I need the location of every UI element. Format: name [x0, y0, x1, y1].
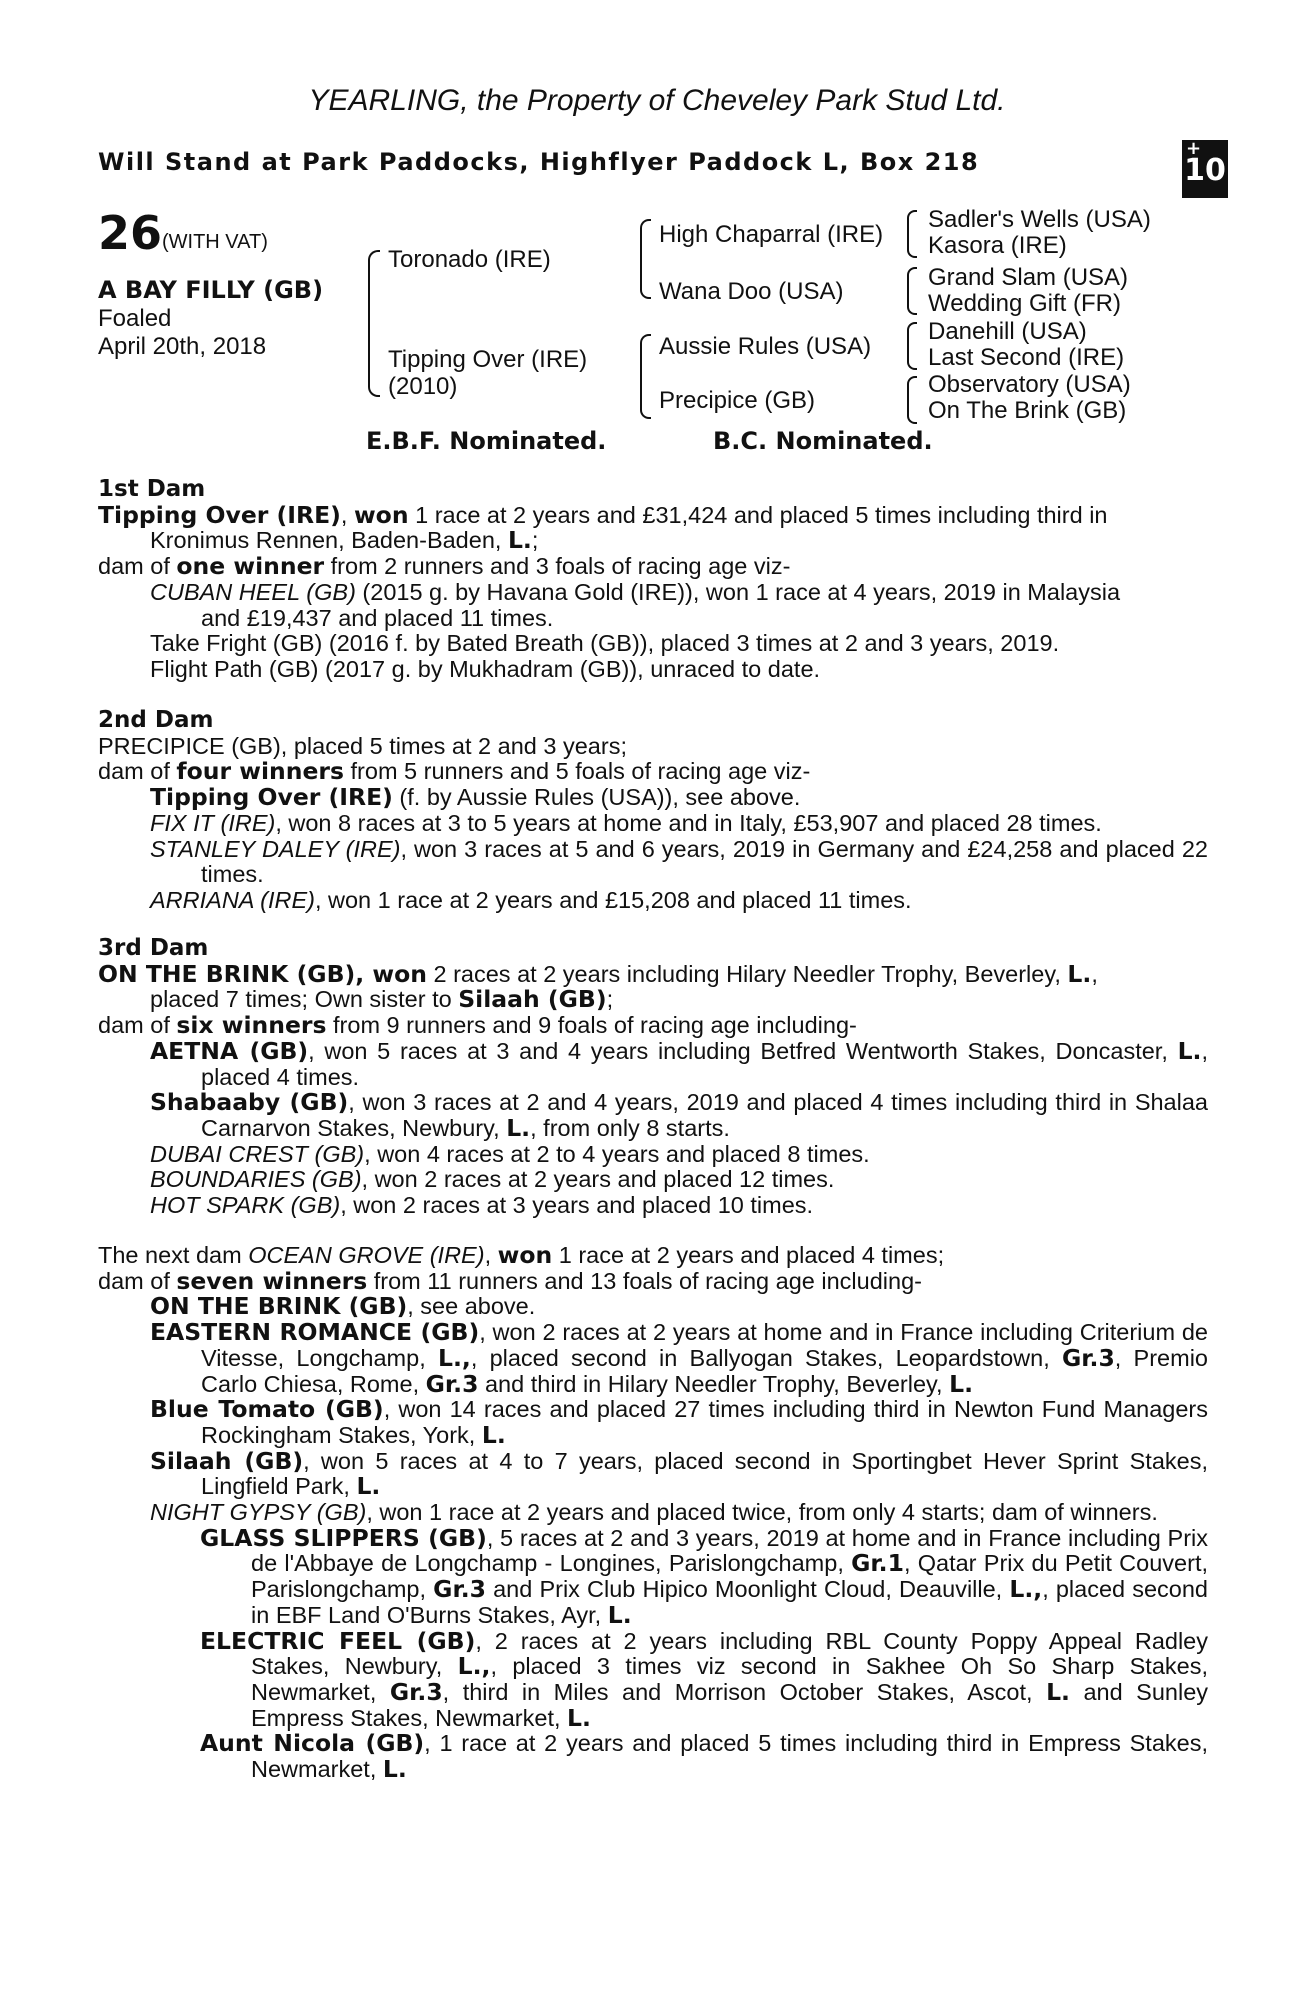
- text: from 11 runners and 13 foals of racing age including-: [367, 1267, 922, 1294]
- horse-name: ARRIANA (IRE): [150, 886, 315, 913]
- text: , won 5 races at 3 and 4 years including Betfred Wentworth Stakes, Doncaster,: [308, 1037, 1178, 1064]
- section-heading: 3rd Dam: [98, 935, 209, 961]
- text: from 5 runners and 5 foals of racing age viz-: [344, 758, 811, 785]
- pedigree-dam-year: (2010): [388, 373, 458, 400]
- text: , placed second in EBF Land O'Burns Stakes, Ayr,: [251, 1576, 1208, 1628]
- won-label: won: [497, 1241, 553, 1269]
- horse-name: Tipping Over (IRE): [150, 783, 393, 812]
- produce-entry: [98, 1446, 1208, 1501]
- grade-listed: L.: [1177, 1036, 1202, 1065]
- pedigree-dam-sire: Aussie Rules (USA): [659, 333, 872, 360]
- grand-produce-entry: [98, 1626, 1209, 1732]
- text: , won 1 race at 2 years and £15,208 and placed 11 times.: [314, 886, 912, 913]
- produce-entry: [98, 1397, 1208, 1448]
- grade-group3: Gr.3: [425, 1369, 479, 1398]
- produce-entry: [98, 811, 1208, 837]
- produce-entry: Take Fright (GB) (2016 f. by Bated Breath (GB)), placed 3 times at 2 and 3 years, 2019.: [150, 630, 1060, 657]
- ebf-nomination: E.B.F. Nominated.: [366, 427, 607, 455]
- text: , won 3 races at 2 and 4 years, 2019 and placed 4 times including third in Shalaa Carnarvon Stakes, Newbury,: [201, 1089, 1208, 1141]
- horse-name: Shabaaby (GB): [150, 1088, 349, 1117]
- text: dam of: [98, 758, 177, 785]
- text: and Prix Club Hipico Moonlight Cloud, Deauville,: [485, 1576, 1010, 1603]
- text: dam of: [98, 1012, 177, 1039]
- text: , 2 races at 2 years including RBL County Poppy Appeal Radley Stakes, Newbury,: [251, 1627, 1208, 1680]
- horse-name: HOT SPARK (GB): [150, 1192, 341, 1219]
- pedigree-g3-5: Danehill (USA): [928, 318, 1087, 345]
- text: , placed 3 times viz second in Sakhee Oh So Sharp Stakes, Newmarket,: [251, 1653, 1208, 1705]
- text: dam of: [98, 1267, 177, 1294]
- pedigree-g3-7: Observatory (USA): [928, 371, 1131, 398]
- grade-listed: L.: [506, 1113, 531, 1142]
- horse-name: FIX IT (IRE): [150, 809, 276, 836]
- grade-listed: L.: [607, 1600, 632, 1629]
- second-dam-section: [98, 708, 1208, 914]
- winners-count: seven winners: [176, 1266, 368, 1295]
- produce-entry: [98, 1193, 1208, 1219]
- text: 1 race at 2 years and £31,424 and placed 5 times including third in: [408, 501, 1108, 528]
- grade-listed: L.,: [457, 1652, 491, 1681]
- pedigree-g3-6: Last Second (IRE): [928, 344, 1125, 371]
- stand-location: Will Stand at Park Paddocks, Highflyer Paddock L, Box 218: [98, 148, 980, 176]
- text: from 9 runners and 9 foals of racing age including-: [326, 1012, 857, 1039]
- produce-entry: [98, 785, 1208, 811]
- text: , won 2 races at 2 years and placed 12 times.: [361, 1166, 835, 1193]
- pedigree-sire-sire: High Chaparral (IRE): [659, 221, 884, 248]
- produce-entry: [98, 1294, 1208, 1320]
- text: , Qatar Prix du Petit Couvert, Parislongchamp,: [251, 1550, 1208, 1603]
- text: and Sunley Empress Stakes, Newmarket,: [251, 1678, 1209, 1731]
- text: (f. by Aussie Rules (USA)), see above.: [392, 784, 801, 811]
- horse-name: AETNA (GB): [150, 1036, 309, 1065]
- pedigree-dam: Tipping Over (IRE): [388, 346, 588, 373]
- dam-record-cont: [98, 987, 1208, 1013]
- text: ;: [531, 527, 539, 554]
- pedigree-brace-dam: [640, 334, 651, 419]
- horse-name: ON THE BRINK (GB): [150, 1292, 408, 1321]
- produce-entry: Flight Path (GB) (2017 g. by Mukhadram (GB)), unraced to date.: [150, 655, 821, 682]
- third-dam-section: [98, 936, 1208, 1219]
- pedigree-dam-dam: Precipice (GB): [659, 387, 816, 414]
- text: from 2 runners and 3 foals of racing age viz-: [324, 553, 791, 580]
- section-heading: 2nd Dam: [98, 707, 214, 733]
- horse-name: Aunt Nicola (GB): [200, 1729, 425, 1758]
- dam-record: [98, 959, 1208, 988]
- pedigree-brace-g3-3: [907, 322, 917, 370]
- text: , placed second in Ballyogan Stakes, Leopardstown,: [470, 1344, 1062, 1371]
- text: , won 8 races at 3 to 5 years at home and in Italy, £53,907 and placed 28 times.: [275, 809, 1102, 836]
- pedigree-g3-4: Wedding Gift (FR): [928, 290, 1121, 317]
- text: , won 2 races at 2 years at home and in France including Criterium de Vitesse, Longchamp,: [201, 1319, 1208, 1371]
- grade-listed: L.: [382, 1755, 407, 1784]
- text: ;: [606, 986, 614, 1013]
- grand-produce-entry: [98, 1731, 1208, 1782]
- grade-listed: L.: [567, 1703, 591, 1732]
- grade-listed: L.: [1046, 1677, 1070, 1706]
- horse-name: BOUNDARIES (GB): [150, 1166, 362, 1193]
- dam-of-line: [98, 554, 1208, 580]
- foaled-label: Foaled: [98, 305, 172, 332]
- lot-number: 26: [98, 206, 163, 260]
- text: and third in Hilary Needler Trophy, Beverley,: [478, 1370, 950, 1397]
- bc-nomination: B.C. Nominated.: [713, 427, 933, 455]
- grade-group1: Gr.1: [851, 1549, 904, 1578]
- grade-group3: Gr.3: [1061, 1343, 1115, 1372]
- horse-name: Silaah (GB): [458, 985, 607, 1014]
- winners-count: four winners: [176, 757, 344, 786]
- dam-record: Tipping Over (IRE), won 1 race at 2 years and £31,424 and placed 5 times including third in: [98, 500, 1108, 529]
- won-label: , won: [355, 959, 427, 988]
- produce-entry: [98, 1090, 1208, 1141]
- horse-name: EASTERN ROMANCE (GB): [150, 1318, 480, 1347]
- text: , Premio Carlo Chiesa, Rome,: [201, 1344, 1208, 1397]
- produce-entry: [98, 1500, 1208, 1526]
- badge-number: 10: [1184, 153, 1226, 188]
- horse-name: GLASS SLIPPERS (GB): [200, 1523, 487, 1552]
- horse-name: DUBAI CREST (GB): [150, 1140, 365, 1167]
- produce-entry: [98, 1167, 1208, 1193]
- pedigree-sire-dam: Wana Doo (USA): [659, 278, 844, 305]
- text: 1 race at 2 years and placed 4 times;: [552, 1242, 945, 1268]
- dam-record: The next dam OCEAN GROVE (IRE), won 1 race at 2 years and placed 4 times;: [98, 1241, 945, 1269]
- section-badge: [1182, 140, 1228, 198]
- grade-listed: L.: [507, 526, 532, 555]
- text: , 1 race at 2 years and placed 5 times including third in Empress Stakes, Newmarket,: [251, 1730, 1208, 1783]
- text: Kronimus Rennen, Baden-Baden,: [150, 527, 508, 554]
- dam-of-line: [98, 1266, 1208, 1295]
- winners-count: one winner: [176, 552, 325, 581]
- text: , see above.: [407, 1293, 536, 1320]
- foaled-date: April 20th, 2018: [98, 333, 267, 360]
- horse-name: Tipping Over (IRE): [98, 500, 341, 529]
- text: , won 5 races at 4 to 7 years, placed second in Sportingbet Hever Sprint Stakes, Lingfield Park,: [201, 1447, 1208, 1500]
- text: , won 4 races at 2 to 4 years and placed 8 times.: [364, 1140, 870, 1167]
- produce-entry: [98, 1320, 1208, 1397]
- text: , 5 races at 2 and 3 years, 2019 at home and in France including Prix de l'Abbaye de Longchamp - Longines, Parislongchamp,: [251, 1524, 1208, 1577]
- produce-entry: [98, 837, 1208, 888]
- text: The next dam: [98, 1242, 249, 1268]
- horse-name: Blue Tomato (GB): [150, 1395, 384, 1424]
- text: , won 3 races at 5 and 6 years, 2019 in Germany and £24,258 and placed 22 times.: [201, 835, 1208, 888]
- winners-count: six winners: [176, 1011, 327, 1040]
- dam-record-cont: [98, 528, 1208, 554]
- pedigree-g3-1: Sadler's Wells (USA): [928, 206, 1151, 233]
- badge-plus-icon: +: [1186, 138, 1202, 159]
- won-label: won: [353, 500, 409, 529]
- produce-entry: [98, 580, 1208, 606]
- first-dam-section: [98, 477, 1208, 683]
- pedigree-brace-main: [368, 250, 380, 397]
- text: , won 2 races at 3 years and placed 10 times.: [340, 1192, 814, 1219]
- grade-listed: L.,: [1009, 1575, 1043, 1604]
- grade-listed: L.: [1067, 959, 1092, 988]
- grade-group3: Gr.3: [433, 1575, 486, 1604]
- horse-name: STANLEY DALEY (IRE): [150, 835, 401, 862]
- produce-entry: [98, 888, 1208, 914]
- horse-name: OCEAN GROVE (IRE): [248, 1242, 485, 1268]
- section-heading: 1st Dam: [98, 476, 206, 502]
- text: , from only 8 starts.: [530, 1114, 730, 1141]
- text: , third in Miles and Morrison October Stakes, Ascot,: [442, 1678, 1047, 1705]
- text: , placed 4 times.: [201, 1037, 1208, 1090]
- text: dam of: [98, 553, 177, 580]
- lot-description: A BAY FILLY (GB): [98, 276, 324, 304]
- text: ,: [1091, 960, 1098, 987]
- grade-listed: L.: [356, 1472, 381, 1501]
- text: placed 7 times; Own sister to: [150, 986, 459, 1013]
- pedigree-brace-g3-2: [907, 267, 917, 315]
- text: , won 14 races and placed 27 times including third in Newton Fund Managers Rockingham Stakes, York,: [201, 1396, 1208, 1448]
- text: (2015 g. by Havana Gold (IRE)), won 1 race at 4 years, 2019 in Malaysia: [355, 578, 1121, 605]
- dam-record: PRECIPICE (GB), placed 5 times at 2 and 3 years;: [98, 732, 627, 759]
- produce-entry: [98, 1036, 1208, 1090]
- produce-entry-cont: and £19,437 and placed 11 times.: [201, 604, 554, 631]
- produce-entry: [98, 1142, 1208, 1168]
- horse-name: Silaah (GB): [150, 1446, 304, 1475]
- grade-listed: L.,: [437, 1343, 471, 1372]
- text: , won 1 race at 2 years and placed twice, from only 4 starts; dam of winners.: [366, 1499, 1158, 1526]
- pedigree-sire: Toronado (IRE): [388, 246, 551, 273]
- text: 2 races at 2 years including Hilary Needler Trophy, Beverley,: [426, 960, 1068, 987]
- vat-note: (WITH VAT): [162, 231, 268, 253]
- horse-name: NIGHT GYPSY (GB): [150, 1499, 367, 1526]
- next-dam-section: [98, 1243, 1208, 1783]
- pedigree-brace-g3-4: [907, 376, 917, 424]
- pedigree-g3-2: Kasora (IRE): [928, 232, 1067, 259]
- horse-name: ELECTRIC FEEL (GB): [200, 1626, 476, 1655]
- grade-listed: L.: [481, 1420, 506, 1449]
- pedigree-g3-3: Grand Slam (USA): [928, 264, 1129, 291]
- pedigree-g3-8: On The Brink (GB): [928, 397, 1127, 424]
- grade-listed: L.: [949, 1369, 974, 1398]
- grade-group3: Gr.3: [389, 1677, 443, 1706]
- page-title: YEARLING, the Property of Cheveley Park Stud Ltd.: [308, 84, 1006, 117]
- pedigree-brace-g3-1: [907, 210, 917, 258]
- horse-name: CUBAN HEEL (GB): [150, 578, 356, 605]
- dam-of-line: [98, 759, 1208, 785]
- grand-produce-entry: [98, 1523, 1208, 1629]
- horse-name: ON THE BRINK (GB): [98, 959, 356, 988]
- pedigree-brace-sire: [640, 219, 651, 299]
- dam-of-line: [98, 1013, 1208, 1039]
